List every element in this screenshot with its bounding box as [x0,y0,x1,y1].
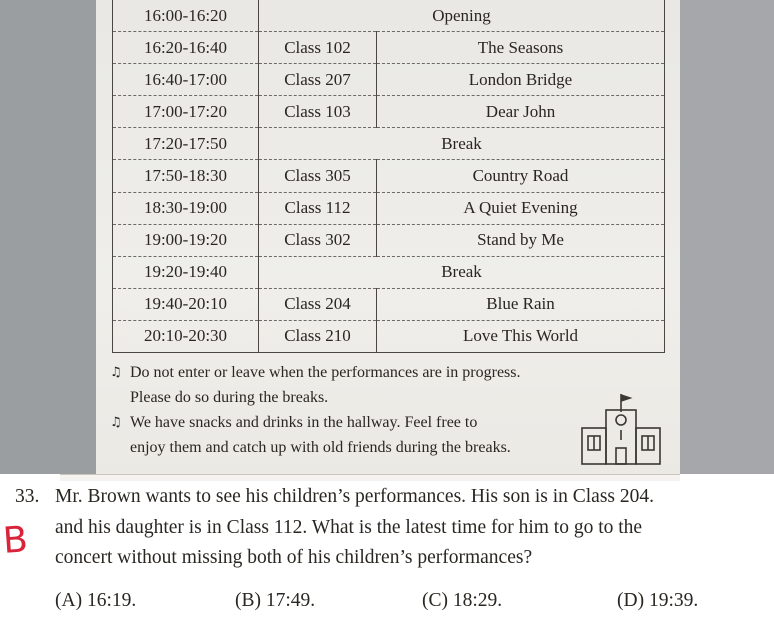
time-slot-cell: 19:00-19:20 [113,224,259,256]
concert-schedule-table [112,0,665,353]
class-cell: Class 210 [259,320,377,352]
time-slot-cell: 16:00-16:20 [113,0,259,32]
song-title-cell: Country Road [377,160,665,192]
time-slot-cell: 19:40-20:10 [113,288,259,320]
song-title-cell: Stand by Me [377,224,665,256]
note-text-line: We have snacks and drinks in the hallway. Feel free to [130,414,478,431]
music-note-icon: ♫ [110,365,122,380]
schedule-row [113,288,665,320]
time-slot-cell: 17:20-17:50 [113,128,259,160]
option-a[interactable]: (A) 16:19. [55,590,137,611]
question-text-line: Mr. Brown wants to see his children’s performances. His son is in Class 204. [55,486,655,507]
song-title-cell: A Quiet Evening [377,192,665,224]
question-text-line: and his daughter is in Class 112. What is the latest time for him to go to the [55,516,643,538]
music-note-icon: ♫ [110,415,122,430]
class-cell: Class 302 [259,224,377,256]
note-text-line: Do not enter or leave when the performances are in progress. [130,364,521,381]
break-cell: Break [259,256,665,288]
question-number: 33. [15,486,40,507]
schedule-row [113,224,665,256]
class-cell: Class 102 [259,32,377,64]
time-slot-cell: 17:00-17:20 [113,96,259,128]
class-cell: Class 305 [259,160,377,192]
photo-background-left [0,0,96,478]
time-slot-cell: 19:20-19:40 [113,256,259,288]
time-slot-cell: 16:20-16:40 [113,32,259,64]
song-title-cell: London Bridge [377,64,665,96]
handwritten-answer: B [1,519,30,562]
schedule-row [113,128,665,160]
option-d[interactable]: (D) 19:39. [617,590,699,611]
opening-cell: Opening [259,0,665,32]
class-cell: Class 103 [259,96,377,128]
song-title-cell: Blue Rain [377,288,665,320]
note-text-line: enjoy them and catch up with old friends during the breaks. [130,439,511,456]
break-cell: Break [259,128,665,160]
paper-edge [60,474,680,481]
note-item [110,410,590,460]
school-building-icon [578,392,664,468]
note-text-line: Please do so during the breaks. [130,389,329,406]
schedule-row [113,320,665,352]
class-cell: Class 207 [259,64,377,96]
time-slot-cell: 20:10-20:30 [113,320,259,352]
song-title-cell: Dear John [377,96,665,128]
question-text-line: concert without missing both of his children’s performances? [55,547,533,568]
song-title-cell: Love This World [377,320,665,352]
time-slot-cell: 17:50-18:30 [113,160,259,192]
schedule-row [113,32,665,64]
schedule-row [113,96,665,128]
schedule-row [113,160,665,192]
option-b[interactable]: (B) 17:49. [235,590,316,611]
class-cell: Class 112 [259,192,377,224]
photo-background-right [680,0,774,478]
notes-section [110,360,590,460]
schedule-row [113,0,665,32]
schedule-row [113,64,665,96]
song-title-cell: The Seasons [377,32,665,64]
schedule-row [113,256,665,288]
schedule-row [113,192,665,224]
class-cell: Class 204 [259,288,377,320]
option-c[interactable]: (C) 18:29. [422,590,503,611]
time-slot-cell: 16:40-17:00 [113,64,259,96]
question-33 [15,482,774,574]
time-slot-cell: 18:30-19:00 [113,192,259,224]
note-item [110,360,590,410]
